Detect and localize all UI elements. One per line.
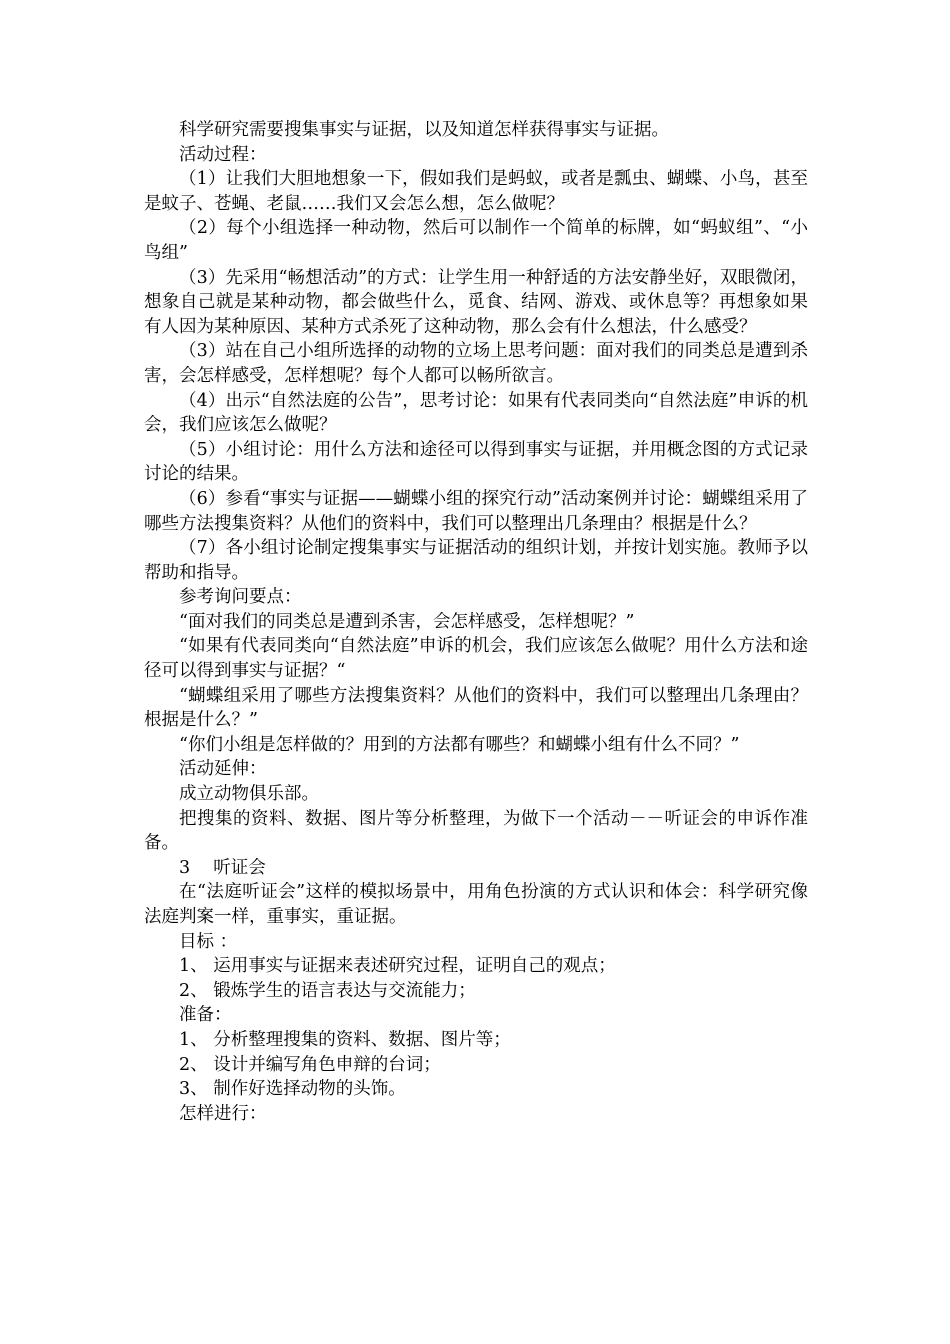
paragraph: （6）参看“事实与证据——蝴蝶小组的探究行动”活动案例并讨论：蝴蝶组采用了哪些方法搜集资料？从他们的资料中，我们可以整理出几条理由？根据是什么？ <box>144 488 808 534</box>
list-item: 1、 分析整理搜集的资料、数据、图片等； <box>179 1029 511 1050</box>
paragraph: （1）让我们大胆地想象一下，假如我们是蚂蚁，或者是瓢虫、蝴蝶、小鸟，甚至是蚊子、苍蝇、老鼠……我们又会怎么想，怎么做呢？ <box>144 169 808 214</box>
paragraph: （3）先采用“畅想活动”的方式：让学生用一种舒适的方法安静坐好，双眼微闭，想象自己就是某种动物，都会做些什么，觅食、结网、游戏、或休息等？再想象如果有人因为某种原因、某种方式杀死了这种动物，那么会有什么想法，什么感受？ <box>144 267 808 337</box>
document-page <box>144 118 808 1126</box>
paragraph: 成立动物俱乐部。 <box>179 784 319 805</box>
section-heading: 参考询问要点： <box>179 587 302 608</box>
paragraph: 科学研究需要搜集事实与证据，以及知道怎样获得事实与证据。 <box>179 120 669 140</box>
paragraph: （2）每个小组选择一种动物，然后可以制作一个简单的标牌，如“蚂蚁组”、“小鸟组” <box>144 218 808 263</box>
section-heading: 活动过程： <box>179 144 267 165</box>
section-heading: 3 听证会 <box>179 857 266 878</box>
quote-paragraph: “蝴蝶组采用了哪些方法搜集资料？从他们的资料中，我们可以整理出几条理由？根据是什么？” <box>144 685 808 731</box>
section-heading: 准备： <box>179 1005 232 1026</box>
paragraph: （4）出示“自然法庭的公告”，思考讨论：如果有代表同类向“自然法庭”申诉的机会，我们应该怎么做呢？ <box>144 390 808 436</box>
paragraph: （3）站在自己小组所选择的动物的立场上思考问题：面对我们的同类总是遭到杀害，会怎样感受，怎样想呢？每个人都可以畅所欲言。 <box>144 341 808 386</box>
paragraph: 在“法庭听证会”这样的模拟场景中，用角色扮演的方式认识和体会：科学研究像法庭判案一样，重事实，重证据。 <box>144 882 808 927</box>
section-heading: 目标 ： <box>179 931 238 952</box>
paragraph: 把搜集的资料、数据、图片等分析整理，为做下一个活动－－听证会的申诉作准备。 <box>144 808 808 854</box>
list-item: 2、 设计并编写角色申辩的台词； <box>179 1054 441 1075</box>
paragraph: （5）小组讨论：用什么方法和途径可以得到事实与证据，并用概念图的方式记录讨论的结果。 <box>144 439 808 485</box>
quote-paragraph: “如果有代表同类向“自然法庭”申诉的机会，我们应该怎么做呢？用什么方法和途径可以得到事实与证据？“ <box>144 636 808 682</box>
list-item: 3、 制作好选择动物的头饰。 <box>179 1079 406 1100</box>
list-item: 2、 锻炼学生的语言表达与交流能力； <box>179 980 476 1001</box>
quote-paragraph: “面对我们的同类总是遭到杀害，会怎样感受，怎样想呢？” <box>179 611 635 632</box>
section-heading: 活动延伸： <box>179 759 267 780</box>
paragraph: （7）各小组讨论制定搜集事实与证据活动的组织计划，并按计划实施。教师予以帮助和指导。 <box>144 538 808 583</box>
section-heading: 怎样进行： <box>179 1103 267 1124</box>
quote-paragraph: “你们小组是怎样做的？用到的方法都有哪些？和蝴蝶小组有什么不同？” <box>179 734 740 755</box>
list-item: 1、 运用事实与证据来表述研究过程，证明自己的观点； <box>179 956 616 977</box>
